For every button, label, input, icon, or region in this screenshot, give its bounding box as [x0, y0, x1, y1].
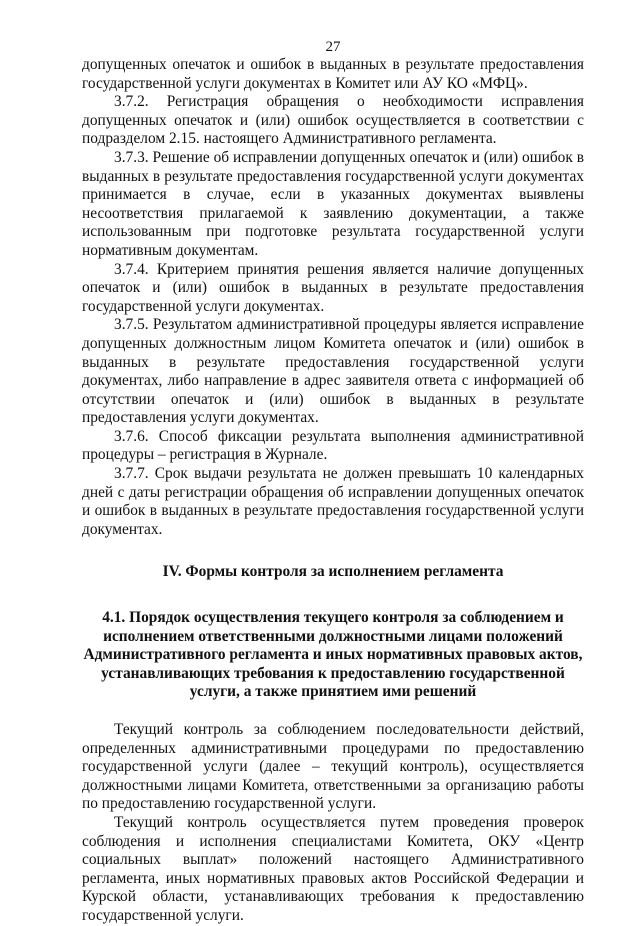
- paragraph-3-7-5: 3.7.5. Результатом административной процедуры является исправление допущенных должностным лицом Комитета опечаток и (или) ошибок в выданных в результате предоставления государственной услуги документах, либо направление в адрес заявителя ответа с информацией об отсутствии опечаток и (или) ошибок в выданных в результате предоставления услуги документах.: [82, 316, 584, 427]
- paragraph-control-1: Текущий контроль за соблюдением последовательности действий, определенных административными процедурами по предоставлению государственной услуги (далее – текущий контроль), осуществляется должностными лицами Комитета, ответственными за организацию работы по предоставлению государственной услуги.: [82, 721, 584, 813]
- subsection-title: 4.1. Порядок осуществления текущего контроля за соблюдением и исполнением ответственными должностными лицами положений Административного регламента и иных нормативных правовых актов, устанавливающих требования к предоставлению государственной услуги, а также принятием ими решений: [83, 609, 583, 701]
- paragraph-continued: допущенных опечаток и ошибок в выданных в результате предоставления государственной услуги документах в Комитет или АУ КО «МФЦ».: [82, 56, 584, 92]
- document-body: [82, 56, 584, 926]
- page-number: 27: [325, 39, 341, 55]
- paragraph-3-7-3: 3.7.3. Решение об исправлении допущенных опечаток и (или) ошибок в выданных в результате предоставления государственной услуги документах принимается в случае, если в указанных документах выявлены несоответствия прилагаемой к заявлению документации, а также использованным при подготовке результата государственной услуги нормативным документам.: [82, 148, 584, 259]
- paragraph-3-7-6: 3.7.6. Способ фиксации результата выполнения административной процедуры – регистрация в Журнале.: [82, 427, 584, 464]
- paragraph-3-7-4: 3.7.4. Критерием принятия решения является наличие допущенных опечаток и (или) ошибок в выданных в результате предоставления государственной услуги документах.: [82, 260, 584, 315]
- paragraph-3-7-7: 3.7.7. Срок выдачи результата не должен превышать 10 календарных дней с даты регистрации обращения об исправлении допущенных опечаток и ошибок в выданных в результате предоставления государственной услуги документах.: [82, 465, 584, 538]
- paragraph-control-2: Текущий контроль осуществляется путем проведения проверок соблюдения и исполнения специалистами Комитета, ОКУ «Центр социальных выплат» положений настоящего Административного регламента, иных нормативных правовых актов Российской Федерации и Курской области, устанавливающих требования к предоставлению государственной услуги.: [82, 813, 584, 924]
- paragraph-3-7-2: 3.7.2. Регистрация обращения о необходимости исправления допущенных опечаток и (или) ошибок осуществляется в соответствии с подразделом 2.15. настоящего Административного регламента.: [82, 93, 584, 148]
- section-title: IV. Формы контроля за исполнением регламента: [162, 563, 504, 581]
